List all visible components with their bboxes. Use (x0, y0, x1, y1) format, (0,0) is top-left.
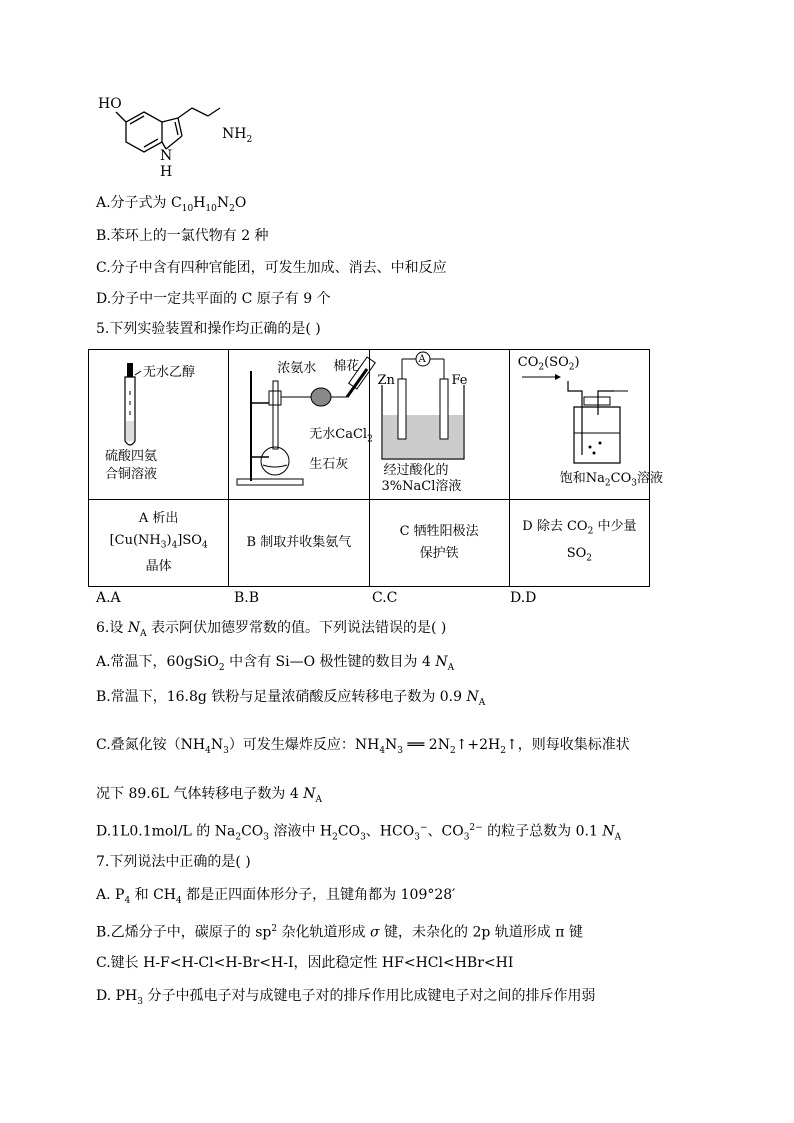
q7-option-b: B.乙烯分子中，碳原子的 $sp^2$ 杂化轨道形成 σ 键，未杂化的 2p 轨道形成 π 键 (96, 924, 583, 941)
fig-b-label-cacl2: 无水CaCl$_2$ (309, 426, 373, 445)
fig-b-label-lime: 生石灰 (309, 456, 349, 472)
fig-c-bottom-label-2: 3%NaCl溶液 (381, 478, 462, 494)
fig-a-bottom-label-2: 合铜溶液 (105, 466, 158, 482)
q4-option-c: C.分子中含有四种官能团，可发生加成、消去、中和反应 (96, 260, 447, 276)
ho-label: HO (98, 96, 122, 112)
nh-label: N (160, 148, 173, 164)
ammeter-label: A (418, 353, 426, 365)
caption-d: D 除去 $CO_2$ 中少量 $SO_2$ (509, 500, 649, 587)
q6-option-c-line2: 况下 89.6L 气体转移电子数为 4 $N_A$ (96, 786, 322, 805)
q7-option-c: C.键长 H-F<H-Cl<H-Br<H-I，因此稳定性 HF<HCl<HBr<HI (96, 955, 514, 971)
caption-b: B 制取并收集氨气 (229, 500, 369, 587)
h-label: H (160, 164, 173, 180)
q4-option-b: B.苯环上的一氯代物有 2 种 (96, 228, 269, 244)
q5-option-b: B.B (234, 590, 260, 606)
q6-stem: 6.设 $N_A$ 表示阿伏加德罗常数的值。下列说法错误的是( ) (96, 620, 447, 639)
q6-option-c-line1: C.叠氮化铵$(NH_4N_3)$可发生爆炸反应：$NH_4N_3$ ══ $2N_2↑+2H_2↑$，则每收集标准状 (96, 737, 630, 756)
figure-d (509, 350, 663, 500)
experiment-table (88, 349, 663, 587)
q6-option-a: A.常温下，60gSiO$_2$ 中含有 Si—O 极性键的数目为 4 $N_A$ (96, 654, 455, 673)
figure-c (369, 350, 509, 500)
fig-c-label-fe: Fe (451, 372, 468, 388)
q7-option-d: D. $PH_3$ 分子中孤电子对与成键电子对的排斥作用比成键电子对之间的排斥作用弱 (96, 988, 596, 1007)
q4-option-a: A.分子式为 $C_{10}H_{10}N_2O$ (96, 195, 247, 214)
fig-b-label-cotton: 棉花 (333, 358, 360, 374)
q5-option-a: A.A (96, 590, 121, 606)
q7-option-a: A. $P_4$ 和 $CH_4$ 都是正四面体形分子，且键角都为 109°28′ (96, 887, 456, 906)
fig-a-top-label: 无水乙醇 (143, 364, 196, 380)
fig-d-bottom-label: 饱和$Na_2CO_3$溶液 (559, 470, 663, 489)
fig-d-top-label: $CO_2(SO_2)$ (517, 354, 580, 373)
caption-c: C 牺牲阳极法 保护铁 (369, 500, 509, 587)
fig-b-label-ammonia: 浓氨水 (277, 360, 317, 376)
q6-option-b: B.常温下，16.8g 铁粉与足量浓硝酸反应转移电子数为 0.9 $N_A$ (96, 689, 486, 708)
q7-stem: 7.下列说法中正确的是( ) (96, 854, 251, 870)
q4-option-d: D.分子中一定共平面的 C 原子有 9 个 (96, 291, 331, 307)
caption-a: A 析出 $[Cu(NH_3)_4]SO_4$ 晶体 (89, 500, 229, 587)
figure-b (229, 350, 373, 500)
fig-c-bottom-label-1: 经过酸化的 (383, 462, 449, 478)
fig-a-bottom-label-1: 硫酸四氨 (105, 448, 158, 464)
molecule-structure (96, 94, 266, 188)
nh2-label: $NH_2$ (222, 126, 253, 145)
q5-stem: 5.下列实验装置和操作均正确的是( ) (96, 321, 321, 337)
fig-c-label-zn: Zn (377, 372, 395, 388)
q6-option-d: D.1L0.1mol/L 的 $Na_2CO_3$ 溶液中 $H_2CO_3$、$HCO_3^-$、$CO_3^{2-}$ 的粒子总数为 0.1 $N_A$ (96, 823, 622, 843)
q5-option-d: D.D (510, 590, 537, 606)
q5-option-c: C.C (372, 590, 398, 606)
figure-a (89, 350, 229, 500)
